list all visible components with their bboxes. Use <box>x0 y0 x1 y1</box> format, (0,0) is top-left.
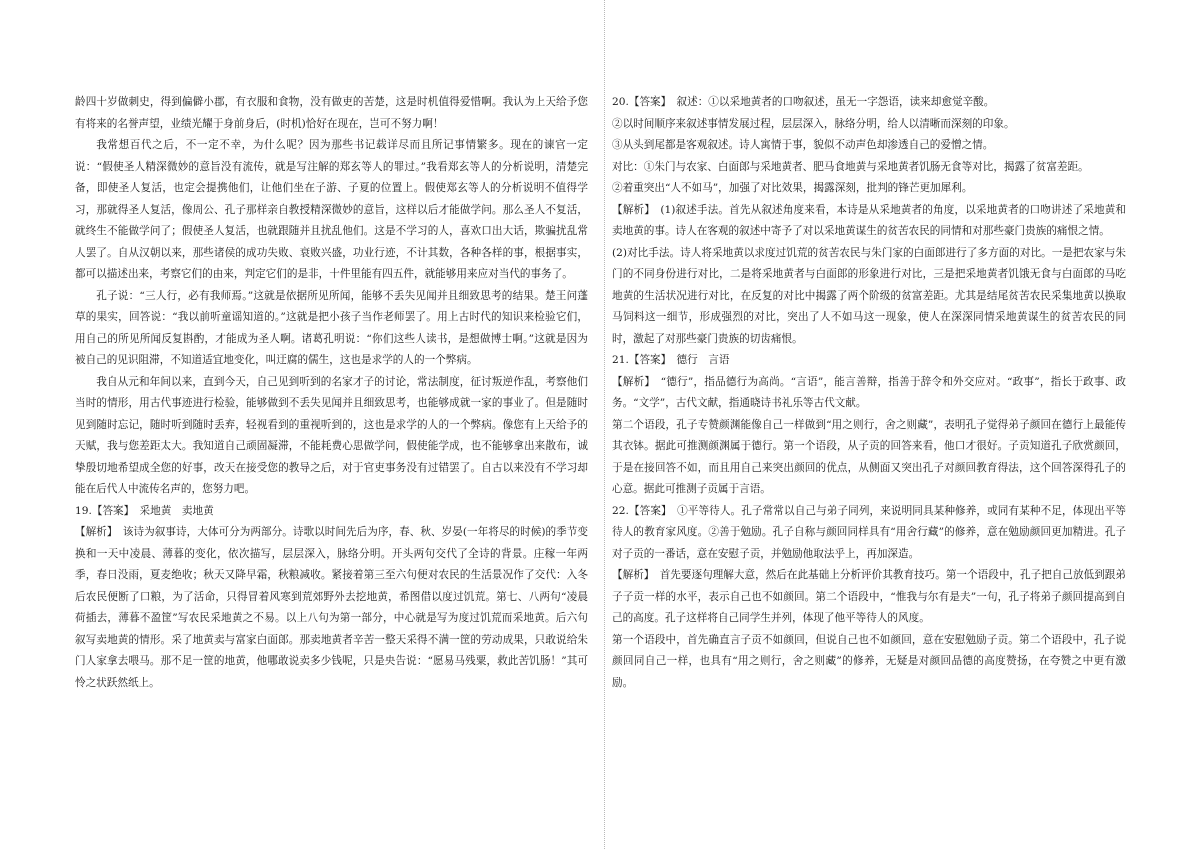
analysis-22-continued: 第一个语段中，首先确直言子贡不如颜回，但说自己也不如颜回，意在安慰勉励子贡。第二个语段中，孔子说颜回同自己一样，也具有“用之则行，舍之则藏”的修养，无疑是对颜回品德的高度赞扬，在夸赞之中更有激励。 <box>612 633 1126 689</box>
answer-21: 21.【答案】 德行 言语 <box>612 354 730 366</box>
answer-22: 22.【答案】 ①平等待人。孔子常常以自己与弟子同列，来说明同具某种修养，或同有某种不足，体现出平等待人的教育家风度。②善于勉励。孔子自称与颜回同样具有“用舍行藏”的修养，意在勉励颜回更加精进。孔子对子贡的一番话，意在安慰子贡，并勉励他取法乎上，再加深造。 <box>612 504 1126 560</box>
analysis-21-continued: 第二个语段，孔子专赞颜渊能像自己一样做到“用之则行，舍之则藏”，表明孔子觉得弟子颜回在德行上最能传其衣钵。据此可推测颜渊属于德行。第一个语段，从子贡的回答来看，他口才很好。子贡知道孔子欣赏颜回，于是在接回答不如，而且用自己来突出颜回的优点，从侧面又突出孔子对颜回教育得法，这个回答深得孔子的心意。据此可推测子贡属于言语。 <box>612 418 1126 495</box>
answer-20: 20.【答案】 叙述：①以采地黄者的口吻叙述，虽无一字怨语，读来却愈觉辛酸。 <box>612 96 995 108</box>
answer-20-point-3: ③从头到尾都是客观叙述。诗人寓情于事，貌似不动声色却渗透自己的爱憎之情。 <box>612 139 994 151</box>
analysis-20-part-1: 【解析】 (1)叙述手法。首先从叙述角度来看，本诗是从采地黄者的角度，以采地黄者的口吻讲述了采地黄和卖地黄的事。诗人在客观的叙述中寄予了对以采地黄谋生的贫苦农民的同情和对那些豪门贵族的痛恨之情。 <box>612 203 1126 237</box>
column-divider <box>604 0 605 849</box>
left-column <box>75 92 588 694</box>
paragraph: 龄四十岁做刺史，得到偏僻小郡，有衣服和食物，没有做吏的苦楚，这是时机值得爱惜啊。我认为上天给予您有将来的名誉声望，业绩光耀于身前身后，(时机)恰好在现在，岂可不努力啊！ <box>75 96 588 130</box>
answer-20-contrast-2: ②着重突出“人不如马”，加强了对比效果，揭露深刻，批判的锋芒更加犀利。 <box>612 182 973 194</box>
answer-20-point-2: ②以时间顺序来叙述事情发展过程，层层深入，脉络分明，给人以清晰而深刻的印象。 <box>612 117 1015 130</box>
analysis-20-part-2: (2)对比手法。诗人将采地黄以求度过饥荒的贫苦农民与朱门家的白面郎进行了多方面的对比。一是把农家与朱门的不同身份进行对比，二是将采地黄者与白面郎的形象进行对比，三是把采地黄者饥饿无食与白面郎的马吃地黄的生活状况进行对比，在反复的对比中揭露了两个阶级的贫富差距。尤其是结尾贫苦农民采集地黄以换取马饲料这一细节，形成强烈的对比，突出了人不如马这一现象，使人在深深同情采地黄谋生的贫苦农民的同时，激起了对那些豪门贵族的切齿痛恨。 <box>612 246 1126 345</box>
right-column <box>612 92 1126 694</box>
paragraph: 我自从元和年间以来，直到今天，自己见到听到的名家才子的讨论，常法制度，征讨叛逆作乱，考察他们当时的情形，用古代事迹进行检验，能够做到不丢失见闻并且细致思考，也能够成就一家的事业了。但是随时见到随时忘记，随时听到随时丢弃，轻视看到的重视听到的，这也是求学的人的一个弊病。像您有上天给予的天赋，我与您差距太大。我知道自己顽固凝滞，不能耗费心思做学问，假使能学成，也不能够拿出来散布，诚挚殷切地希望成全您的好事，改天在接受您的教导之后，对于官吏事务没有过错罢了。自古以来没有不学习却能在后代人中流传名声的，您努力吧。 <box>75 375 588 495</box>
paragraph: 孔子说：“三人行，必有我师焉。”这就是依据所见所闻，能够不丢失见闻并且细致思考的结果。楚王问蓬草的果实，回答说：“我以前听童谣知道的。”这就是把小孩子当作老师罢了。用上古时代的知识来检验它们，用自己的所见所闻反复斟酌，才能成为圣人啊。诸葛孔明说：“你们这些人读书，是想做博士啊。”这就是因为被自己的见识阻滞，不知道适宜地变化，叫迂腐的儒生，这也是求学的人的一个弊病。 <box>75 289 588 366</box>
analysis-22: 【解析】 首先要逐句理解大意，然后在此基础上分析评价其教育技巧。第一个语段中，孔子把自己放低到跟弟子子贡一样的水平，表示自己也不如颜回。第二个语段中，“惟我与尔有是夫”一句，孔子将弟子颜回提高到自己的高度。孔子这样将自己同学生并列，体现了他平等待人的风度。 <box>612 569 1126 624</box>
answer-19: 19.【答案】 采地黄 卖地黄 <box>75 504 214 517</box>
answer-20-contrast-1: 对比：①朱门与农家、白面郎与采地黄者、肥马食地黄与采地黄者饥肠无食等对比，揭露了贫富差距。 <box>612 160 1089 173</box>
analysis-19: 【解析】 该诗为叙事诗，大体可分为两部分。诗歌以时间先后为序，春、秋、岁晏(一年将尽的时候)的季节变换和一天中凌晨、薄暮的变化，依次描写，层层深入，脉络分明。开头两句交代了全诗的背景。庄稼一年两季，春日没雨，夏麦绝收；秋天又降早霜，秋粮减收。紧接着第三至六句便对农民的生活景况作了交代：入冬后农民便断了口粮，为了活命，只得冒着风寒到荒郊野外去挖地黄，希图借以度过饥荒。第七、八两句“凌晨荷插去，薄暮不盈筐”写农民采地黄之不易。以上八句为第一部分，中心就是写为度过饥荒而采地黄。后六句叙写卖地黄的情形。采了地黄卖与富家白面郎。那卖地黄者辛苦一整天采得不满一筐的劳动成果，只敢说给朱门人家拿去喂马。那不足一筐的地黄，他哪敢说卖多少钱呢，只是央告说：“愿易马残粟，救此苦饥肠！”其可怜之状跃然纸上。 <box>75 526 588 689</box>
analysis-21: 【解析】 “德行”，指品德行为高尚。“言语”，能言善辩，指善于辞令和外交应对。“政事”，指长于政事、政务。“文学”，古代文献，指通晓诗书礼乐等古代文献。 <box>612 375 1126 409</box>
paragraph: 我常想百代之后，不一定不幸，为什么呢？因为那些书记载详尽而且所记事情繁多。现在的谏官一定说：“假使圣人精深微妙的意旨没有流传，就是写注解的郑玄等人的罪过。”我看郑玄等人的分析说明，清楚完备，即使圣人复活，也定会提携他们，让他们坐在子游、子夏的位置上。假使郑玄等人的分析说明不值得学习，那就得圣人复活，像周公、孔子那样亲自教授精深微妙的意旨，这样以后才能做学问。那么圣人不复活，就终生不能做学问了；假使圣人复活，也就跟随并且扰乱他们。这是不学习的人，喜欢口出大话，欺骗扰乱常人罢了。自从汉朝以来，那些诸侯的成功失败、衰败兴盛，功业行迹，不计其数，各种各样的事，根据事实，都可以描述出来，考察它们的由来，判定它们的是非，十件里能有四五件，就能够用来应对当代的事务了。 <box>75 139 588 280</box>
